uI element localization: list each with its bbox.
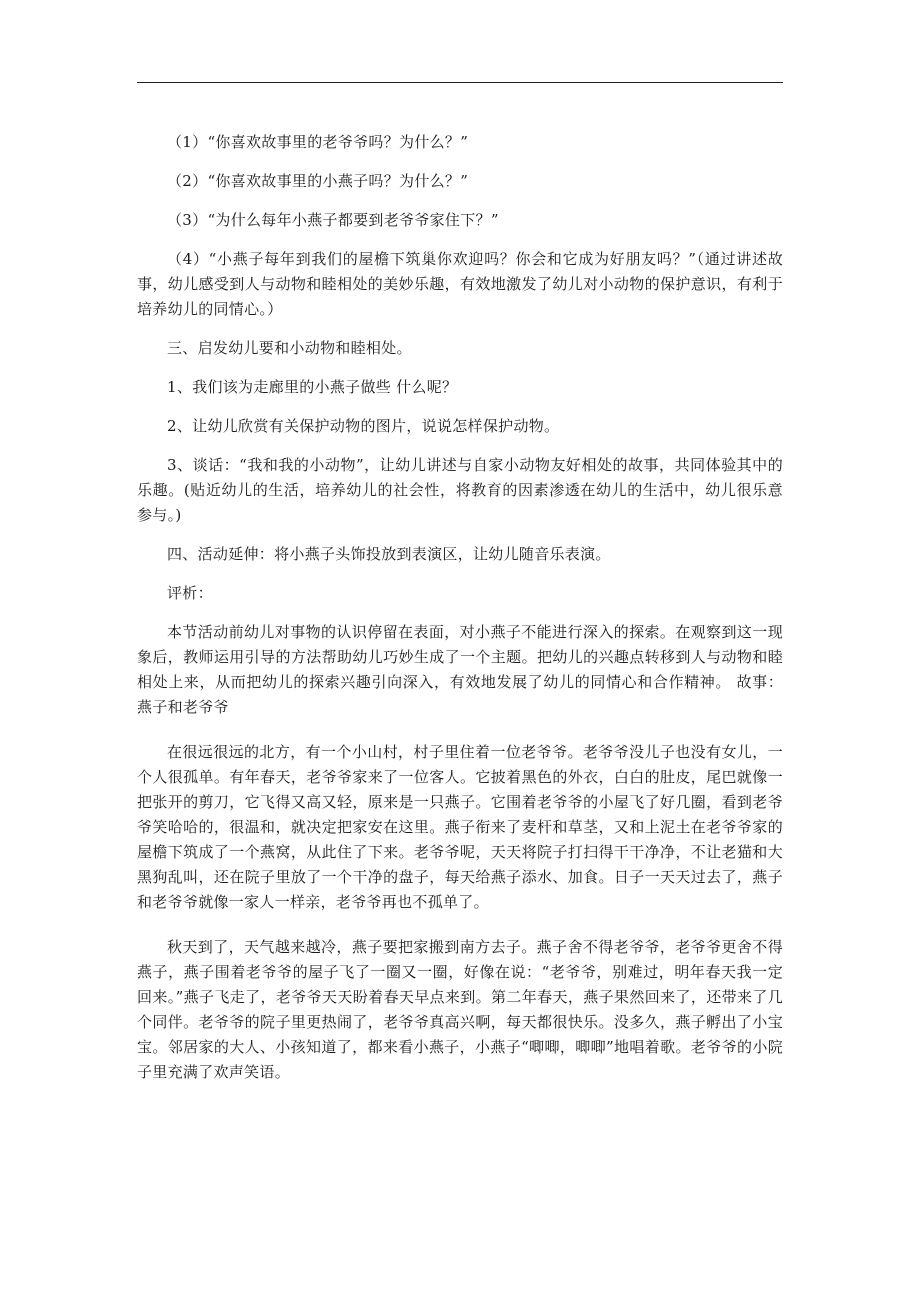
analysis-label: 评析： [167, 584, 213, 602]
question-2: （2）“你喜欢故事里的小燕子吗？为什么？” [167, 172, 469, 190]
analysis-text: 本节活动前幼儿对事物的认识停留在表面，对小燕子不能进行深入的探索。在观察到这一现象后，教师运用引导的方法帮助幼儿巧妙生成了一个主题。把幼儿的兴趣点转移到人与动物和睦相处上来，从而把幼儿的探索兴趣引向深入，有效地发展了幼儿的同情心和合作精神。 [137, 623, 783, 691]
story-paragraph-2: 秋天到了，天气越来越冷，燕子要把家搬到南方去子。燕子舍不得老爷爷，老爷爷更舍不得燕子，燕子围着老爷爷的屋子飞了一圈又一圈，好像在说：“老爷爷，别难过，明年春天我一定回来。”燕子飞走了，老爷爷天天盼着春天早点来到。第二年春天，燕子果然回来了，还带来了几个同伴。老爷爷的院子里更热闹了，老爷爷真高兴啊，每天都很快乐。没多久，燕子孵出了小宝宝。邻居家的大人、小孩知道了，都来看小燕子，小燕子“唧唧，唧唧”地唱着歌。老爷爷的小院子里充满了欢声笑语。 [137, 938, 783, 1081]
section-3-item-1: 1、我们该为走廊里的小燕子做些 什么呢？ [167, 378, 458, 396]
analysis-paragraph [137, 620, 783, 720]
section-3-item-2: 2、让幼儿欣赏有关保护动物的图片，说说怎样保护动物。 [167, 417, 560, 435]
section-4-heading: 四、活动延伸：将小燕子头饰投放到表演区，让幼儿随音乐表演。 [167, 545, 611, 563]
section-3-heading: 三、启发幼儿要和小动物和睦相处。 [167, 339, 412, 357]
question-4: （4）“小燕子每年到我们的屋檐下筑巢你欢迎吗？你会和它成为好朋友吗？”（通过讲述故事，幼儿感受到人与动物和睦相处的美妙乐趣，有效地激发了幼儿对小动物的保护意识，有利于培养幼儿的同情心。） [137, 250, 783, 318]
question-1: （1）“你喜欢故事里的老爷爷吗？为什么？” [167, 133, 469, 151]
header-rule [137, 82, 783, 83]
section-3-item-3: 3、谈话：“我和我的小动物”，让幼儿讲述与自家小动物友好相处的故事，共同体验其中的乐趣。(贴近幼儿的生活，培养幼儿的社会性，将教育的因素渗透在幼儿的生活中，幼儿很乐意参与。) [137, 456, 783, 524]
story-paragraph-1: 在很远很远的北方，有一个小山村，村子里住着一位老爷爷。老爷爷没儿子也没有女儿，一个人很孤单。有年春天，老爷爷家来了一位客人。它披着黑色的外衣，白白的肚皮，尾巴就像一把张开的剪刀，它飞得又高又轻，原来是一只燕子。它围着老爷爷的小屋飞了好几圈，看到老爷爷笑哈哈的，很温和，就决定把家安在这里。燕子衔来了麦杆和草茎，又和上泥土在老爷爷家的屋檐下筑成了一个燕窝，从此住了下来。老爷爷呢，天天将院子打扫得干干净净，不让老猫和大黑狗乱叫，还在院子里放了一个干净的盘子，每天给燕子添水、加食。日子一天天过去了，燕子和老爷爷就像一家人一样亲，老爷爷再也不孤单了。 [137, 743, 783, 911]
story-title: 故事：燕子和老爷爷 [137, 673, 784, 716]
question-3: （3）“为什么每年小燕子都要到老爷爷家住下？” [167, 211, 499, 229]
document-body [137, 130, 783, 1099]
